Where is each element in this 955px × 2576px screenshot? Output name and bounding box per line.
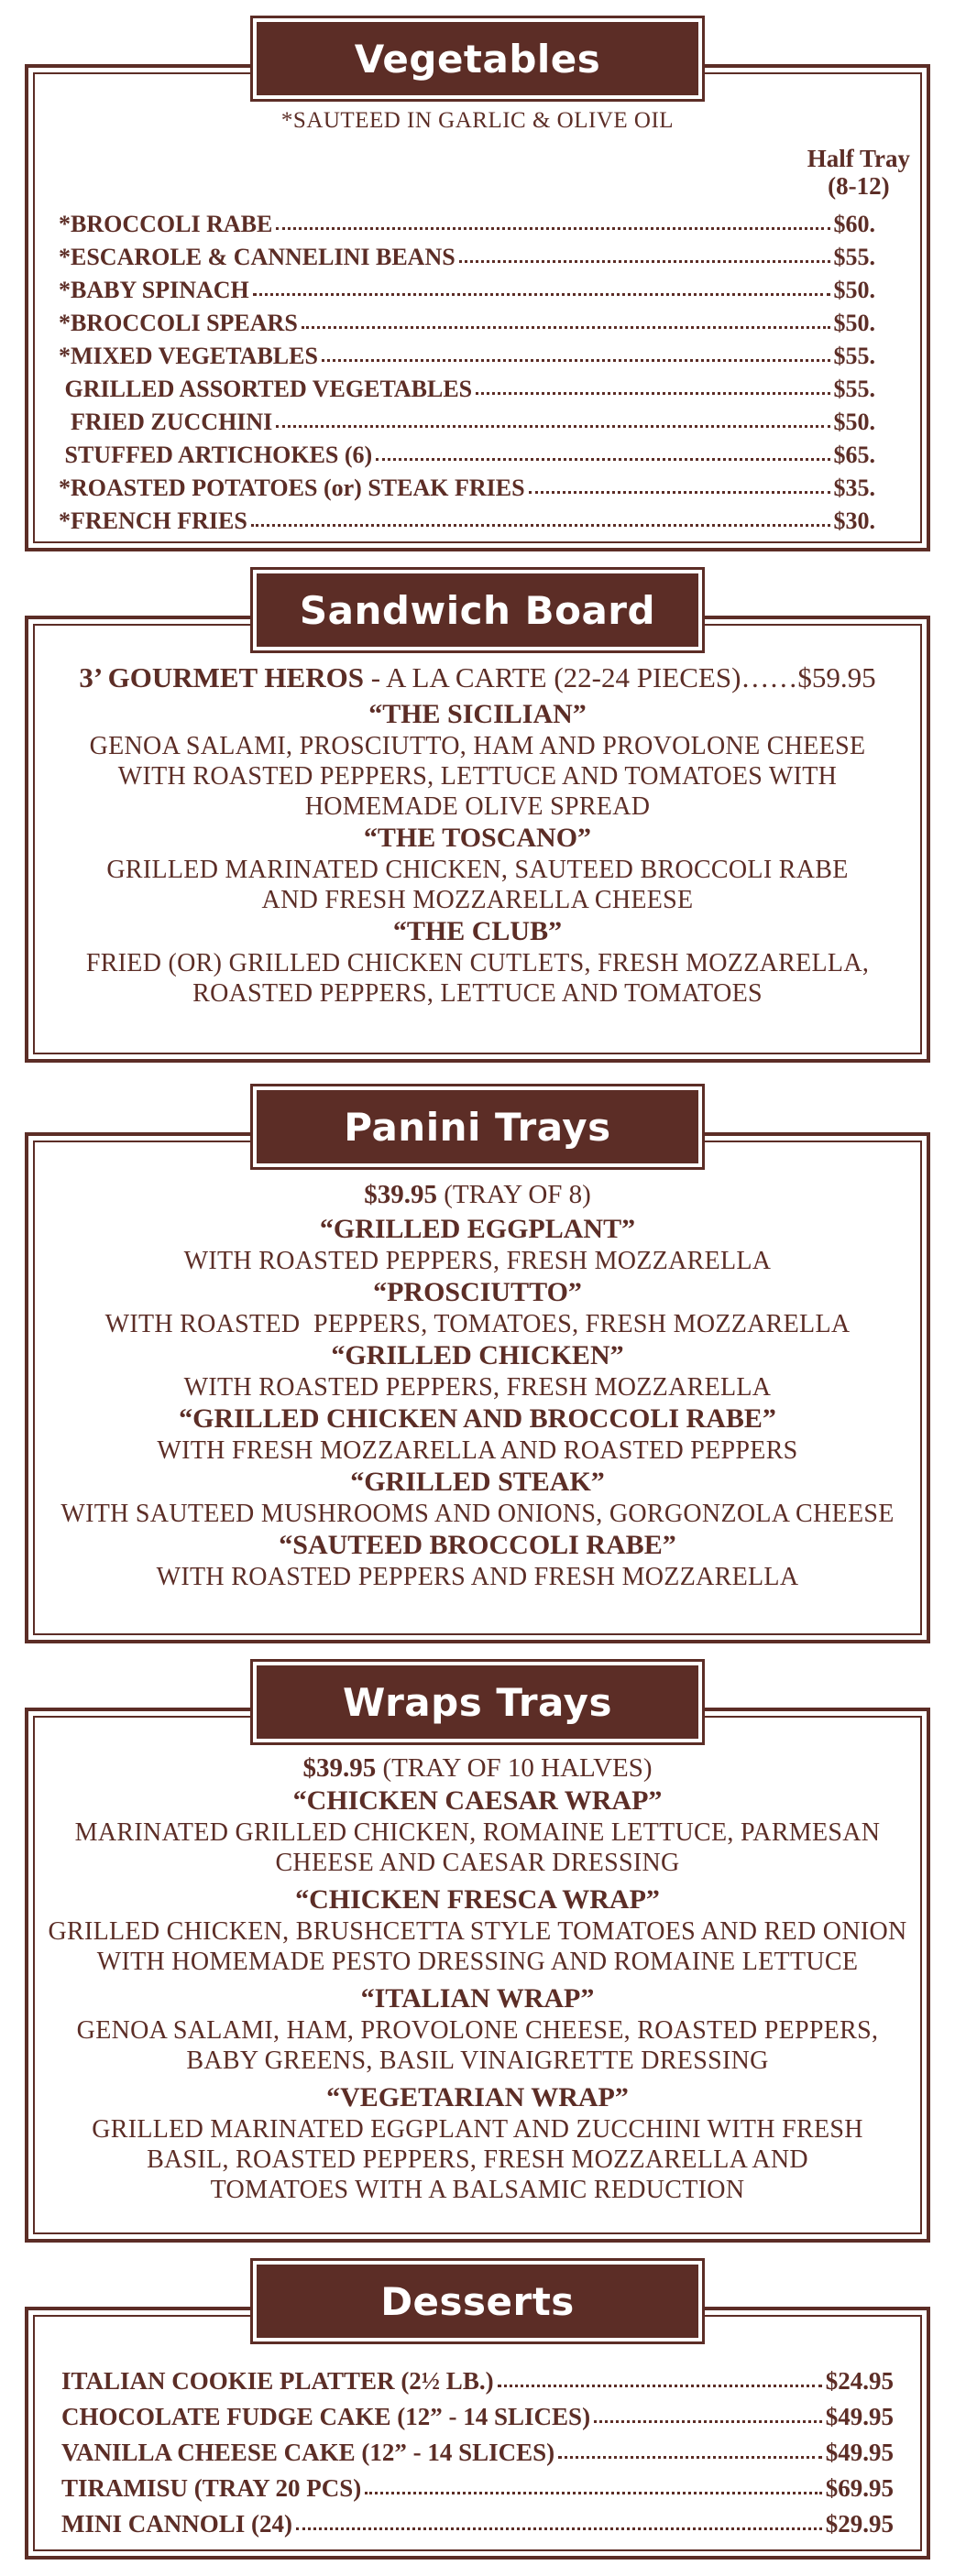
item-price: $69.95: [825, 2474, 894, 2502]
item-name: *MIXED VEGETABLES: [59, 343, 318, 369]
wrap-desc: BASIL, ROASTED PEPPERS, FRESH MOZZARELLA AND: [147, 2145, 808, 2174]
sandwich-desc: GENOA SALAMI, PROSCIUTTO, HAM AND PROVOLONE CHEESE: [89, 732, 866, 760]
panini-name: “GRILLED CHICKEN AND BROCCOLI RABE”: [179, 1403, 776, 1434]
item-price: $50.: [833, 277, 875, 303]
wrap-desc: CHEESE AND CAESAR DRESSING: [275, 1849, 680, 1877]
sandwich-desc: AND FRESH MOZZARELLA CHEESE: [261, 886, 694, 914]
leader-dots: [498, 2385, 822, 2387]
menu-row: [59, 403, 875, 436]
leader-dots: [276, 227, 829, 230]
wrap-item: [25, 1785, 930, 1878]
leader-dots: [251, 524, 830, 527]
item-name: *FRENCH FRIES: [59, 508, 247, 534]
wrap-item: [25, 1883, 930, 1977]
column-header-serving: (8-12): [828, 172, 890, 200]
leader-dots: [322, 359, 830, 362]
panini-name: “GRILLED EGGPLANT”: [319, 1214, 636, 1244]
wrap-desc: MARINATED GRILLED CHICKEN, ROMAINE LETTUCE, PARMESAN: [74, 1818, 881, 1847]
column-header-half-tray: Half Tray: [807, 145, 910, 172]
item-name: TIRAMISU (TRAY 20 PCS): [61, 2474, 362, 2502]
leader-dots: [376, 458, 829, 461]
vegetables-section: [25, 18, 930, 551]
panini-item: [25, 1213, 930, 1276]
item-name: ITALIAN COOKIE PLATTER (2½ LB.): [61, 2367, 494, 2395]
item-price: $24.95: [825, 2367, 894, 2395]
item-name: *BROCCOLI RABE: [59, 211, 273, 237]
item-name: STUFFED ARTICHOKES (6): [59, 442, 373, 468]
wrap-name: “CHICKEN CAESAR WRAP”: [292, 1785, 663, 1816]
wraps-section: [25, 1662, 930, 2243]
leader-dots: [459, 260, 830, 263]
menu-row: [59, 304, 875, 337]
item-name: *BABY SPINACH: [59, 277, 249, 303]
leader-dots: [558, 2456, 822, 2459]
sandwich-item: [25, 915, 930, 1009]
panini-price: $39.95: [364, 1180, 437, 1209]
heading-bold: 3’ GOURMET HEROS: [79, 661, 364, 693]
menu-row: [59, 469, 875, 502]
panini-desc: WITH ROASTED PEPPERS, TOMATOES, FRESH MOZZARELLA: [104, 1310, 851, 1338]
wrap-desc: BABY GREENS, BASIL VINAIGRETTE DRESSING: [186, 2047, 769, 2075]
sandwich-name: “THE CLUB”: [392, 916, 563, 946]
wrap-desc: GRILLED MARINATED EGGPLANT AND ZUCCHINI WITH FRESH: [92, 2115, 863, 2144]
wrap-name: “ITALIAN WRAP”: [360, 1983, 595, 2014]
item-price: $49.95: [825, 2403, 894, 2430]
item-price: $49.95: [825, 2439, 894, 2466]
panini-name: “GRILLED STEAK”: [350, 1467, 605, 1497]
menu-row: [61, 2431, 894, 2467]
wraps-price-note: (TRAY OF 10 HALVES): [376, 1753, 653, 1783]
panini-price-note: (TRAY OF 8): [436, 1180, 591, 1209]
item-name: *ESCAROLE & CANNELINI BEANS: [59, 244, 456, 270]
item-name: GRILLED ASSORTED VEGETABLES: [59, 376, 473, 402]
item-price: $50.: [833, 310, 875, 336]
item-price: $35.: [833, 475, 875, 501]
panini-item: [25, 1403, 930, 1466]
sandwich-desc: FRIED (OR) GRILLED CHICKEN CUTLETS, FRESH MOZZARELLA,: [85, 949, 870, 977]
menu-row: [59, 238, 875, 271]
panini-section: [25, 1086, 930, 1643]
desserts-title: Desserts: [380, 2278, 575, 2324]
wrap-item: [25, 1982, 930, 2076]
desserts-title-banner: [253, 2261, 702, 2341]
item-name: *ROASTED POTATOES (or) STEAK FRIES: [59, 475, 525, 501]
item-price: $50.: [833, 409, 875, 435]
gourmet-heros-heading: [25, 661, 930, 694]
sandwich-section: [25, 570, 930, 1063]
leader-dots: [296, 2527, 822, 2530]
panini-item: [25, 1529, 930, 1592]
sandwich-name: “THE SICILIAN”: [368, 699, 587, 729]
sandwich-desc: GRILLED MARINATED CHICKEN, SAUTEED BROCCOLI RABE: [106, 856, 849, 884]
item-name: CHOCOLATE FUDGE CAKE (12” - 14 SLICES): [61, 2403, 591, 2430]
desserts-section: [25, 2261, 930, 2560]
heading-rest: - A LA CARTE (22-24 PIECES)……$59.95: [363, 661, 876, 693]
panini-title-banner: [253, 1086, 702, 1167]
menu-row: [59, 502, 875, 535]
sandwich-desc: WITH ROASTED PEPPERS, LETTUCE AND TOMATOES WITH: [117, 762, 838, 791]
item-name: VANILLA CHEESE CAKE (12” - 14 SLICES): [61, 2439, 555, 2466]
leader-dots: [276, 425, 829, 428]
panini-desc: WITH ROASTED PEPPERS, FRESH MOZZARELLA: [183, 1373, 772, 1402]
wrap-name: “VEGETARIAN WRAP”: [326, 2082, 629, 2112]
sandwich-desc: HOMEMADE OLIVE SPREAD: [304, 792, 651, 821]
item-price: $60.: [833, 211, 875, 237]
sandwich-title: Sandwich Board: [299, 587, 656, 633]
item-price: $55.: [833, 376, 875, 402]
leader-dots: [253, 293, 830, 296]
panini-desc: WITH ROASTED PEPPERS AND FRESH MOZZARELLA: [156, 1563, 799, 1591]
menu-row: [59, 337, 875, 370]
item-price: $30.: [833, 508, 875, 534]
item-price: $55.: [833, 343, 875, 369]
wrap-desc: GRILLED CHICKEN, BRUSHCETTA STYLE TOMATOES AND RED ONION: [48, 1917, 907, 1946]
vegetables-note: *SAUTEED IN GARLIC & OLIVE OIL: [280, 108, 675, 133]
sandwich-item: [25, 698, 930, 822]
panini-title: Panini Trays: [344, 1104, 611, 1150]
menu-row: [59, 370, 875, 403]
sandwich-title-banner: [253, 570, 702, 650]
menu-row: [59, 205, 875, 238]
panini-desc: WITH ROASTED PEPPERS, FRESH MOZZARELLA: [183, 1247, 772, 1275]
panini-price-line: [25, 1178, 930, 1211]
leader-dots: [476, 392, 829, 395]
wrap-desc: TOMATOES WITH A BALSAMIC REDUCTION: [210, 2176, 745, 2204]
item-name: FRIED ZUCCHINI: [59, 409, 273, 435]
menu-row: [59, 436, 875, 469]
menu-row: [61, 2396, 894, 2431]
wraps-title-banner: [253, 1662, 702, 1742]
menu-row: [61, 2360, 894, 2396]
vegetables-title-banner: [253, 18, 702, 99]
panini-name: “SAUTEED BROCCOLI RABE”: [279, 1530, 676, 1560]
wrap-item: [25, 2081, 930, 2205]
menu-row: [59, 271, 875, 304]
panini-desc: WITH SAUTEED MUSHROOMS AND ONIONS, GORGONZOLA CHEESE: [60, 1500, 895, 1528]
vegetables-title: Vegetables: [354, 36, 601, 82]
leader-dots: [365, 2492, 821, 2494]
item-name: MINI CANNOLI (24): [61, 2510, 292, 2538]
wraps-price: $39.95: [302, 1753, 377, 1783]
leader-dots: [594, 2420, 822, 2423]
item-price: $29.95: [825, 2510, 894, 2538]
panini-item: [25, 1466, 930, 1529]
wrap-desc: GENOA SALAMI, HAM, PROVOLONE CHEESE, ROASTED PEPPERS,: [76, 2016, 879, 2045]
item-price: $55.: [833, 244, 875, 270]
panini-desc: WITH FRESH MOZZARELLA AND ROASTED PEPPERS: [157, 1436, 798, 1465]
menu-row: [61, 2467, 894, 2503]
leader-dots: [302, 326, 830, 329]
wraps-price-line: [25, 1752, 930, 1785]
sandwich-item: [25, 822, 930, 915]
panini-name: “GRILLED CHICKEN”: [331, 1340, 624, 1370]
panini-item: [25, 1339, 930, 1403]
leader-dots: [529, 491, 830, 494]
wrap-desc: WITH HOMEMADE PESTO DRESSING AND ROMAINE LETTUCE: [96, 1948, 859, 1976]
wrap-name: “CHICKEN FRESCA WRAP”: [295, 1884, 660, 1915]
sandwich-desc: ROASTED PEPPERS, LETTUCE AND TOMATOES: [192, 979, 763, 1008]
item-price: $65.: [833, 442, 875, 468]
sandwich-name: “THE TOSCANO”: [363, 823, 592, 853]
menu-row: [61, 2503, 894, 2538]
item-name: *BROCCOLI SPEARS: [59, 310, 298, 336]
panini-name: “PROSCIUTTO”: [373, 1277, 582, 1307]
panini-item: [25, 1276, 930, 1339]
wraps-title: Wraps Trays: [342, 1679, 612, 1725]
